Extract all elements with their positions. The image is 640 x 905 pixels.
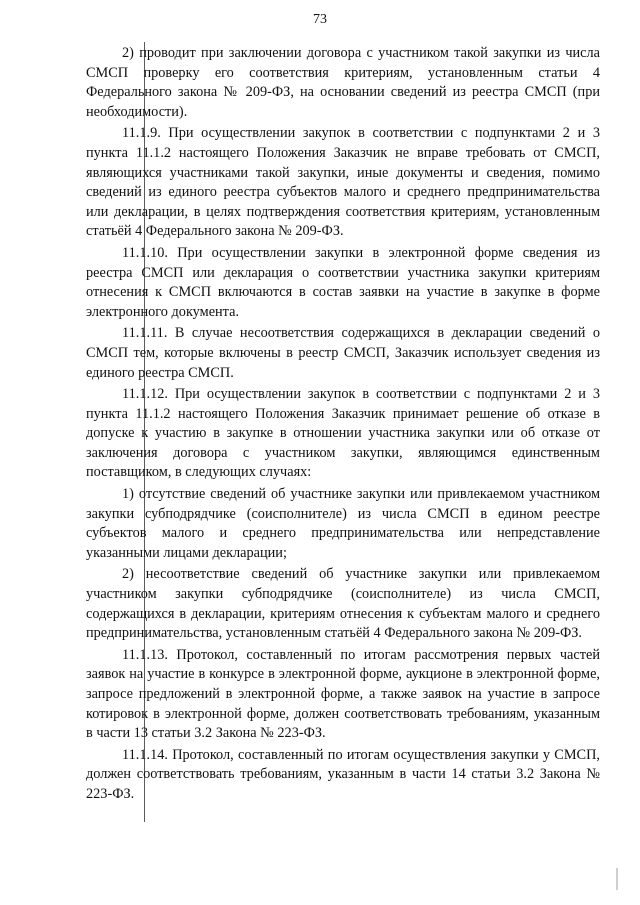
paragraph-11-1-10: 11.1.10. При осуществлении закупки в электронной форме сведения из реестра СМСП или декларация о соответствии участника закупки критериям отнесения к СМСП включаются в состав заявки на участие в закупке в форме электронного документа. — [86, 244, 600, 320]
paragraph-item-2: 2) проводит при заключении договора с участником такой закупки из числа СМСП проверку его соответствия критериям, установленным статьи 4 Федерального закона № 209-ФЗ, на основании сведений из реестра СМСП (при необходимости). — [86, 45, 600, 120]
document-body — [86, 44, 600, 807]
page-number: 73 — [313, 12, 327, 27]
paragraph-11-1-14: 11.1.14. Протокол, составленный по итогам осуществления закупки у СМСП, должен соответствовать требованиям, указанным в части 14 статьи 3.2 Закона № 223-ФЗ. — [86, 746, 600, 802]
paragraph-11-1-12: 11.1.12. При осуществлении закупок в соответствии с подпунктами 2 и 3 пункта 11.1.2 настоящего Положения Заказчик принимает решение об отказе в допуске к участию в закупке в отношении участника закупки или об отказе от заключения договора с участником закупки, являющимся единственным поставщиком, в следующих случаях: — [86, 386, 600, 481]
paragraph-subitem-1: 1) отсутствие сведений об участнике закупки или привлекаемом участником закупки субподрядчике (соисполнителе) из числа СМСП в едином реестре субъектов малого и среднего предпринимательства или непредставление указанными лицами декларации; — [86, 486, 600, 561]
paragraph-11-1-13: 11.1.13. Протокол, составленный по итогам рассмотрения первых частей заявок на участие в конкурсе в электронной форме, аукционе в электронной форме, запросе предложений в электронной форме, а также заявок на участие в запросе котировок в электронной форме, должен соответствовать требованиям, указанным в части 13 статьи 3.2 Закона № 223-ФЗ. — [86, 646, 600, 742]
paragraph-11-1-11: 11.1.11. В случае несоответствия содержащихся в декларации сведений о СМСП тем, которые включены в реестр СМСП, Заказчик использует сведения из единого реестра СМСП. — [86, 325, 600, 381]
paragraph-subitem-2: 2) несоответствие сведений об участнике закупки или привлекаемом участником закупки субподрядчике (соисполнителе) из числа СМСП, содержащихся в декларации, критериям отнесения к субъектам малого и среднего предпринимательства, установленным статьёй 4 Федерального закона № 209-ФЗ. — [86, 566, 600, 642]
paragraph-11-1-9: 11.1.9. При осуществлении закупок в соответствии с подпунктами 2 и 3 пункта 11.1.2 настоящего Положения Заказчик не вправе требовать от СМСП, являющихся участниками такой закупки, иные документы и сведения, помимо сведений из единого реестра субъектов малого и среднего предпринимательства или декларации, в целях подтверждения соответствия критериям, установленным статьёй 4 Федерального закона № 209-ФЗ. — [86, 125, 600, 240]
scan-edge-mark — [616, 868, 618, 890]
